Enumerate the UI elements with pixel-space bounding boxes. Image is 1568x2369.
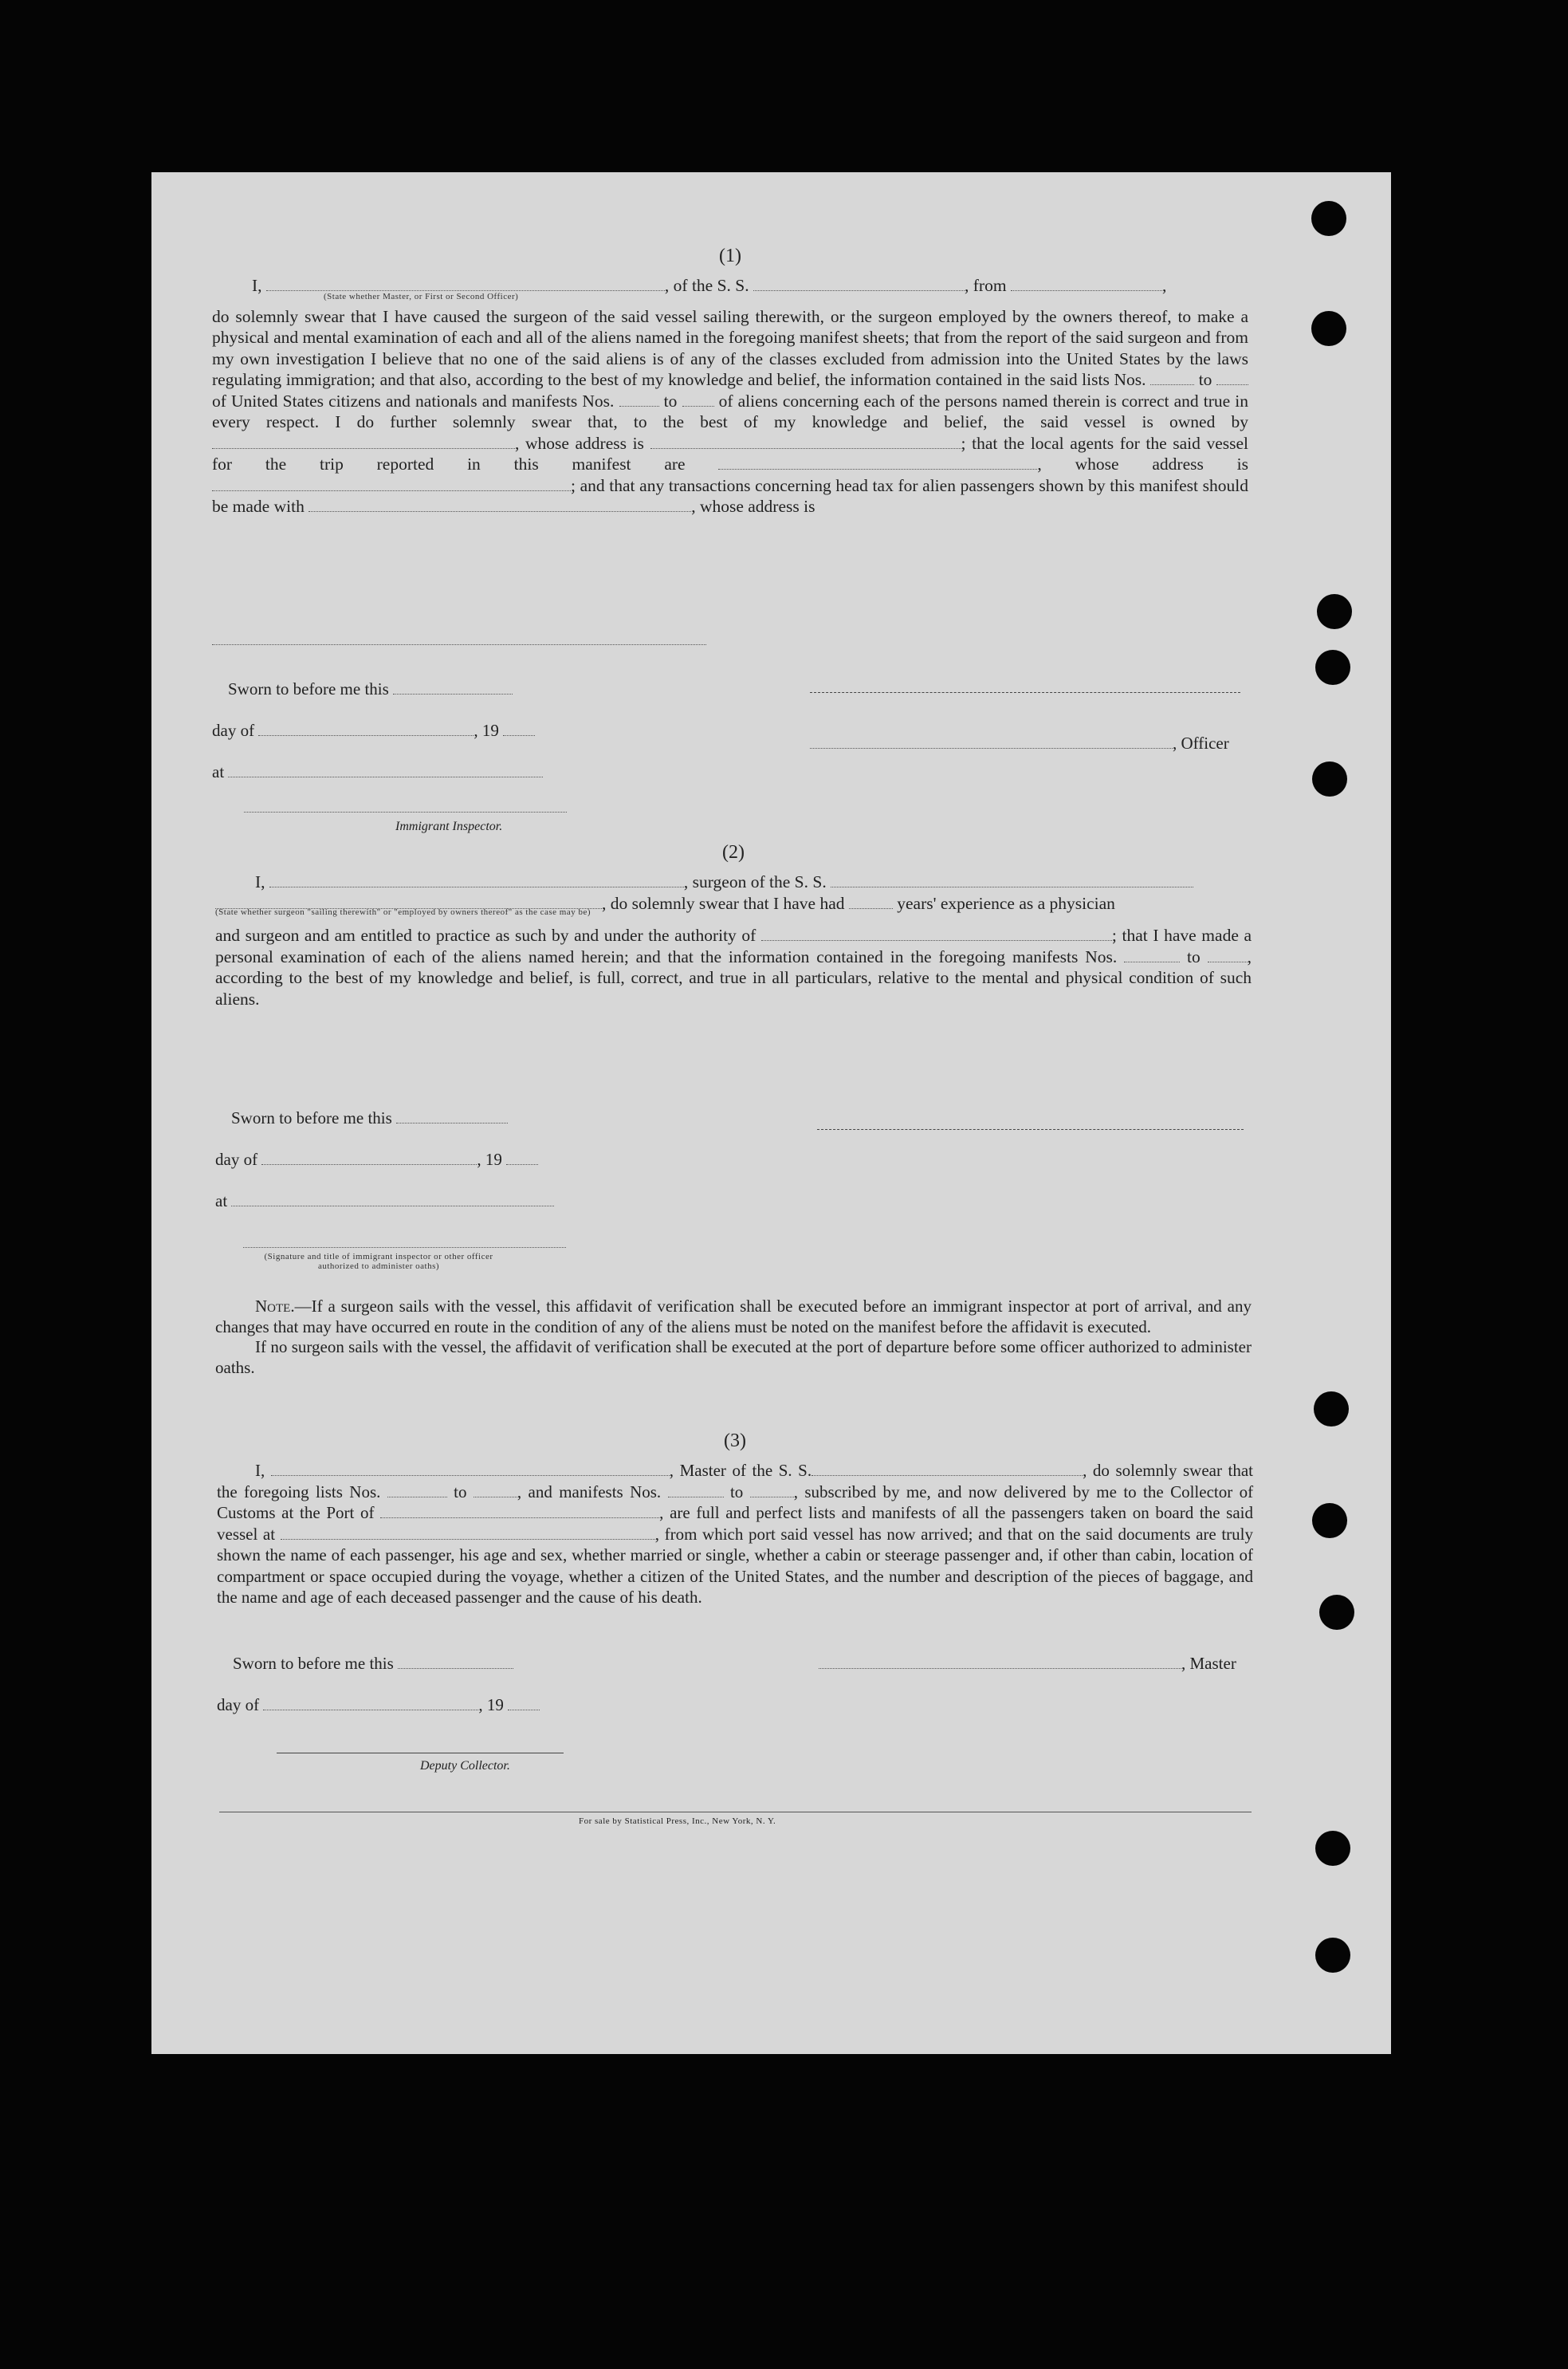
sworn-line: Sworn to before me this (233, 1654, 513, 1674)
day-of-line: day of , 19 (217, 1695, 540, 1715)
section-3-body: I, , Master of the S. S. , do solemnly swear that the foregoing lists Nos. to , and manifests Nos. to , subscribed by me, and now delivered by me to the Collector of Customs at the Port of , are full and perfect lists and manifests of all the passengers taken on board the said vessel at , from which port said vessel has now arrived; and that on the said documents are truly shown the name of each passenger, his age and sex, whether married or single, whether a cabin or steerage passenger and, if other than cabin, location of compartment or space occupied during the voyage, whether a citizen of the United States, and the number and description of the pieces of baggage, and the name and age of each deceased passenger and the cause of his death. (217, 1461, 1254, 1607)
at-line: at (215, 1191, 554, 1211)
sworn-line: Sworn to before me this (228, 679, 513, 699)
punch-hole (1314, 1391, 1349, 1427)
day-of-line: day of , 19 (215, 1150, 538, 1170)
punch-hole (1319, 1595, 1354, 1630)
officer-line: , Officer (810, 734, 1229, 754)
printer-footer: For sale by Statistical Press, Inc., New York, N. Y. (579, 1816, 776, 1826)
punch-hole (1315, 650, 1350, 685)
section-number: (1) (719, 246, 741, 266)
section-3 (217, 1430, 1254, 1773)
day-of-line: day of , 19 (212, 721, 535, 741)
at-line: at (212, 762, 543, 782)
punch-hole (1311, 311, 1346, 346)
inspector-caption: Immigrant Inspector. (395, 820, 503, 833)
note-paragraph-2: If no surgeon sails with the vessel, the affidavit of verification shall be executed at the port of departure before some officer authorized to administer oaths. (215, 1337, 1252, 1377)
section-1-body: do solemnly swear that I have caused the surgeon of the said vessel sailing therewith, or the surgeon employed by the owners thereof, to make a physical and mental examination of each and all of the aliens named in the foregoing manifest sheets; that from the report of the said surgeon and from my own investigation I believe that no one of the said aliens is of any of the classes excluded from admission into the United States by the laws regulating immigration; and that also, according to the best of my knowledge and belief, the information contained in the said lists Nos. to of United States citizens and nationals and manifests Nos. to of aliens concerning each of the persons named therein is correct and true in every respect. I do further solemnly swear that, to the best of my knowledge and belief, the said vessel is owned by , whose address is ; that the local agents for the said vessel for the trip reported in this manifest are , whose address is ; and that any transactions concerning head tax for alien passengers shown by this manifest should be made with , whose address is (212, 306, 1249, 516)
form-page (151, 172, 1391, 2054)
section-2-line1: I, , surgeon of the S. S. (215, 872, 1252, 893)
punch-hole (1317, 594, 1352, 629)
punch-hole (1315, 1831, 1350, 1866)
section-1-line1: I, , of the S. S. , from , (252, 276, 1167, 295)
signature-caption: (Signature and title of immigrant inspector or other officer authorized to administer oaths) (264, 1252, 493, 1271)
deputy-caption: Deputy Collector. (420, 1759, 510, 1773)
section-2-line2: , do solemnly swear that I have had years' experience as a physician (215, 893, 1252, 915)
master-line: , Master (819, 1654, 1236, 1674)
punch-hole (1312, 1503, 1347, 1538)
note-paragraph: Note.—If a surgeon sails with the vessel, this affidavit of verification shall be executed before an immigrant inspector at port of arrival, and any changes that may have occurred en route in the condition of any of the aliens must be noted on the manifest before the affidavit is executed. (215, 1297, 1252, 1336)
section-number: (2) (722, 842, 745, 863)
section-1 (212, 246, 1249, 833)
punch-hole (1315, 1938, 1350, 1973)
section-2 (215, 842, 1252, 1377)
punch-hole (1311, 201, 1346, 236)
field-caption: (State whether surgeon "sailing therewith" or "employed by owners thereof" as the case may be) (215, 907, 591, 917)
punch-hole (1312, 761, 1347, 797)
field-caption: (State whether Master, or First or Second Officer) (324, 291, 519, 301)
section-2-body: and surgeon and am entitled to practice as such by and under the authority of ; that I have made a personal examination of each of the aliens named herein; and that the information contained in the foregoing manifests Nos. to , according to the best of my knowledge and belief, is full, correct, and true in all particulars, relative to the mental and physical condition of such aliens. (215, 926, 1252, 1009)
sworn-line: Sworn to before me this (231, 1108, 508, 1128)
section-number: (3) (724, 1430, 746, 1451)
